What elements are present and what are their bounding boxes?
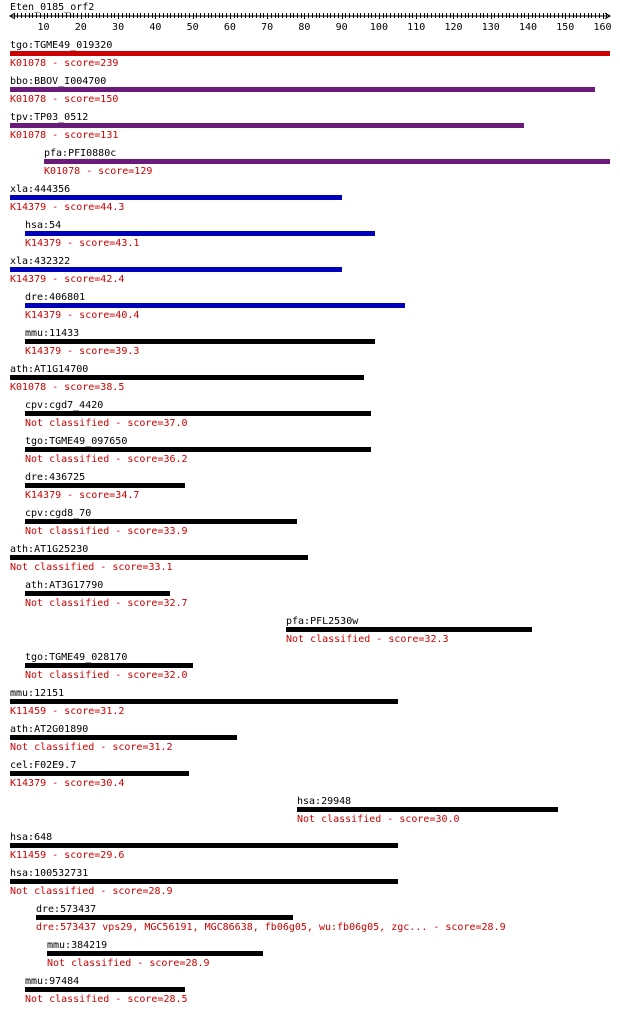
- ruler-tick-label: 70: [261, 22, 274, 33]
- hit-row: [25, 292, 405, 321]
- hit-bar[interactable]: [25, 987, 185, 992]
- hit-row: [10, 868, 398, 897]
- hit-label[interactable]: pfa:PFL2530w: [286, 616, 359, 627]
- ruler-tick-label: 60: [223, 22, 236, 33]
- hit-bar[interactable]: [10, 771, 189, 776]
- hit-row: [10, 688, 398, 717]
- hit-row: [10, 112, 524, 141]
- hit-description: Not classified - score=33.9: [25, 526, 188, 537]
- ruler-tick-label: 160: [593, 22, 612, 33]
- hit-description: Not classified - score=37.0: [25, 418, 188, 429]
- hit-bar[interactable]: [25, 231, 375, 236]
- hit-description: Not classified - score=32.7: [25, 598, 188, 609]
- hit-row: [44, 148, 610, 177]
- hit-label[interactable]: mmu:11433: [25, 328, 80, 339]
- hit-description: K11459 - score=29.6: [10, 850, 125, 861]
- hit-bar[interactable]: [10, 195, 342, 200]
- hit-description: Not classified - score=28.9: [10, 886, 173, 897]
- hit-description: Not classified - score=30.0: [297, 814, 460, 825]
- hit-bar[interactable]: [25, 411, 371, 416]
- hit-label[interactable]: tgo:TGME49_028170: [25, 652, 128, 663]
- hit-description: K01078 - score=129: [44, 166, 153, 177]
- hit-row: [25, 976, 188, 1005]
- hit-label[interactable]: ath:AT2G01890: [10, 724, 89, 735]
- hit-row: [25, 508, 297, 537]
- hit-description: K14379 - score=34.7: [25, 490, 140, 501]
- hit-description: Not classified - score=31.2: [10, 742, 173, 753]
- hit-row: [10, 40, 610, 69]
- hit-label[interactable]: ath:AT1G14700: [10, 364, 89, 375]
- ruler-tick-label: 10: [37, 22, 50, 33]
- ruler-tick-label: 120: [444, 22, 463, 33]
- hit-label[interactable]: xla:432322: [10, 256, 71, 267]
- hit-bar[interactable]: [47, 951, 263, 956]
- hit-label[interactable]: mmu:97484: [25, 976, 80, 987]
- hit-row: [25, 652, 193, 681]
- hit-description: Not classified - score=32.0: [25, 670, 188, 681]
- hit-bar[interactable]: [36, 915, 293, 920]
- hit-label[interactable]: cpv:cgd7_4420: [25, 400, 104, 411]
- hit-row: [10, 760, 189, 789]
- hit-description: K01078 - score=131: [10, 130, 119, 141]
- hit-bar[interactable]: [25, 339, 375, 344]
- position-ruler: [10, 13, 612, 33]
- hit-bar[interactable]: [10, 375, 364, 380]
- hit-description: K14379 - score=40.4: [25, 310, 140, 321]
- ruler-tick-label: 40: [149, 22, 162, 33]
- hit-row: [36, 904, 506, 933]
- ruler-tick-label: 90: [335, 22, 348, 33]
- hit-label[interactable]: hsa:29948: [297, 796, 352, 807]
- hit-label[interactable]: pfa:PFI0880c: [44, 148, 117, 159]
- hit-label[interactable]: mmu:384219: [47, 940, 108, 951]
- hit-description: K14379 - score=30.4: [10, 778, 125, 789]
- hit-description: K01078 - score=38.5: [10, 382, 125, 393]
- hit-bar[interactable]: [25, 483, 185, 488]
- hit-row: [10, 544, 308, 573]
- hit-label[interactable]: xla:444356: [10, 184, 71, 195]
- ruler-tick-label: 140: [518, 22, 538, 33]
- hit-description: K01078 - score=239: [10, 58, 119, 69]
- hit-row: [25, 436, 371, 465]
- hit-description: Not classified - score=32.3: [286, 634, 449, 645]
- hit-row: [10, 184, 342, 213]
- hit-row: [297, 796, 558, 825]
- hit-bar[interactable]: [10, 123, 524, 128]
- ruler-tick-label: 130: [481, 22, 500, 33]
- query-title: Eten_0185_orf2: [10, 2, 95, 13]
- hit-description: K01078 - score=150: [10, 94, 119, 105]
- ruler-tick-label: 150: [556, 22, 575, 33]
- hit-bar[interactable]: [25, 447, 371, 452]
- hit-list: [10, 40, 610, 1005]
- hit-label[interactable]: dre:406801: [25, 292, 86, 303]
- hit-row: [10, 724, 237, 753]
- hit-row: [10, 256, 342, 285]
- hit-row: [25, 472, 185, 501]
- hit-label[interactable]: bbo:BBOV_I004700: [10, 76, 107, 87]
- hit-row: [10, 832, 398, 861]
- hit-bar[interactable]: [297, 807, 558, 812]
- hit-bar[interactable]: [10, 879, 398, 884]
- hit-bar[interactable]: [25, 519, 297, 524]
- hit-bar[interactable]: [44, 159, 610, 164]
- hit-label[interactable]: tgo:TGME49_097650: [25, 436, 128, 447]
- hit-label[interactable]: tpv:TP03_0512: [10, 112, 89, 123]
- hit-row: [25, 328, 375, 357]
- hit-bar[interactable]: [25, 591, 170, 596]
- hit-row: [10, 76, 595, 105]
- hit-description: K14379 - score=44.3: [10, 202, 125, 213]
- hit-bar[interactable]: [10, 699, 398, 704]
- hit-label[interactable]: cpv:cgd8_70: [25, 508, 92, 519]
- hit-bar[interactable]: [286, 627, 532, 632]
- hit-label[interactable]: dre:436725: [25, 472, 86, 483]
- hit-label[interactable]: hsa:54: [25, 220, 62, 231]
- hit-row: [47, 940, 263, 969]
- hit-row: [10, 364, 364, 393]
- hit-description: dre:573437 vps29, MGC56191, MGC86638, fb06g05, wu:fb06g05, zgc... - score=28.9: [36, 922, 506, 933]
- hit-label[interactable]: mmu:12151: [10, 688, 65, 699]
- hit-description: Not classified - score=33.1: [10, 562, 173, 573]
- hit-row: [25, 580, 188, 609]
- ruler-tick-label: 110: [407, 22, 426, 33]
- hit-row: [25, 220, 375, 249]
- hit-label[interactable]: cel:F02E9.7: [10, 760, 77, 771]
- hit-bar[interactable]: [10, 843, 398, 848]
- hit-bar[interactable]: [10, 51, 610, 56]
- hit-label[interactable]: tgo:TGME49_019320: [10, 40, 113, 51]
- hit-description: Not classified - score=28.9: [47, 958, 210, 969]
- ruler-tick-label: 50: [186, 22, 199, 33]
- hit-description: K11459 - score=31.2: [10, 706, 125, 717]
- hit-description: K14379 - score=42.4: [10, 274, 125, 285]
- hit-row: [25, 400, 371, 429]
- ruler-tick-label: 20: [74, 22, 87, 33]
- ruler-tick-label: 80: [298, 22, 311, 33]
- hit-bar[interactable]: [10, 267, 342, 272]
- hit-bar[interactable]: [25, 303, 405, 308]
- hit-bar[interactable]: [10, 735, 237, 740]
- hit-description: Not classified - score=36.2: [25, 454, 188, 465]
- hit-label[interactable]: ath:AT1G25230: [10, 544, 89, 555]
- hit-description: K14379 - score=43.1: [25, 238, 140, 249]
- hit-row: [286, 616, 532, 645]
- ruler-tick-label: 100: [369, 22, 388, 33]
- hit-label[interactable]: hsa:648: [10, 832, 53, 843]
- hit-bar[interactable]: [10, 555, 308, 560]
- hit-label[interactable]: hsa:100532731: [10, 868, 89, 879]
- hit-bar[interactable]: [10, 87, 595, 92]
- hit-description: K14379 - score=39.3: [25, 346, 140, 357]
- ruler-tick-label: 30: [112, 22, 125, 33]
- hit-label[interactable]: dre:573437: [36, 904, 97, 915]
- hit-bar[interactable]: [25, 663, 193, 668]
- hit-description: Not classified - score=28.5: [25, 994, 188, 1005]
- hit-label[interactable]: ath:AT3G17790: [25, 580, 104, 591]
